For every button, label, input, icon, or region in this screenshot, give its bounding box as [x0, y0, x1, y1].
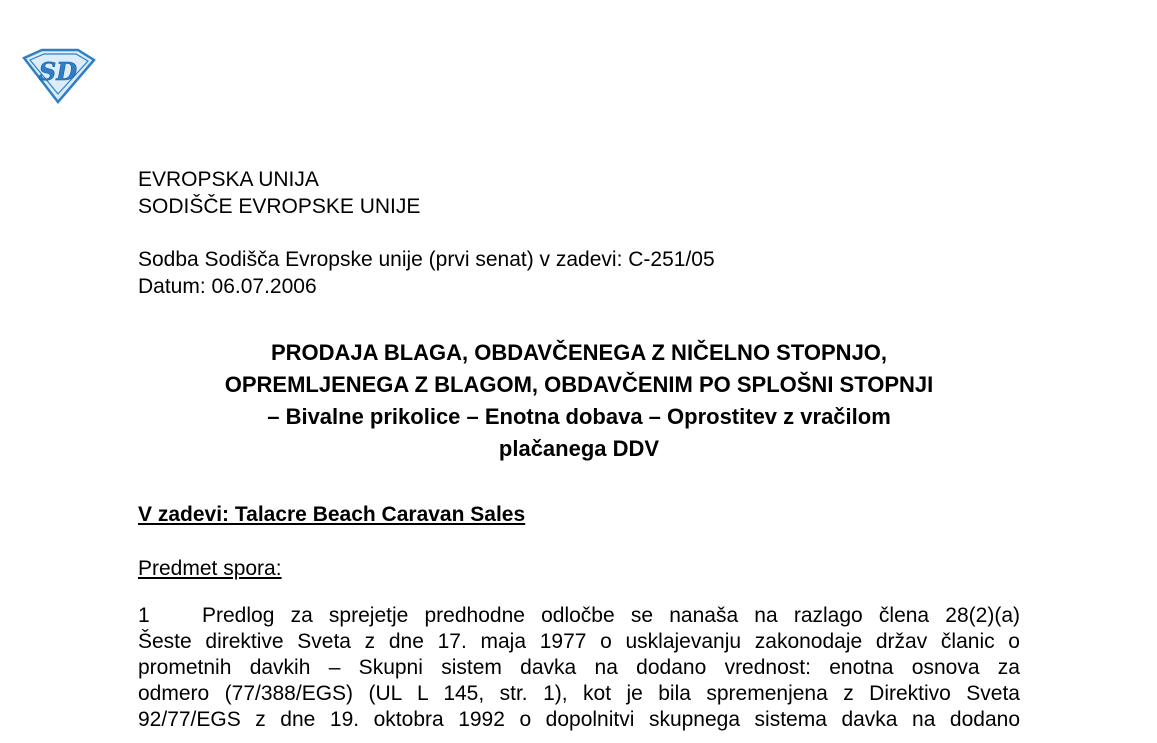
case-subject: V zadevi: Talacre Beach Caravan Sales [138, 503, 526, 526]
paragraph-line: prometnih davkih – Skupni sistem davka na dodano vrednost: enotna osnova za [138, 656, 1020, 679]
title-line: OPREMLJENEGA Z BLAGOM, OBDAVČENIM PO SPLOŠNI STOPNJI [224, 372, 934, 397]
logo-letters: SD [38, 57, 78, 86]
title-line: plačanega DDV [498, 436, 660, 461]
subject-block [138, 501, 1020, 528]
case-date: Datum: 06.07.2006 [138, 275, 317, 298]
paragraph-line: 92/77/EGS z dne 19. oktobra 1992 o dopolnitvi skupnega sistema davka na dodano [138, 708, 1020, 731]
court-logo [22, 48, 96, 104]
section-block [138, 555, 1020, 582]
judgment-title [138, 337, 1020, 465]
paragraph-line: 1 Predlog za sprejetje predhodne odločbe se nanaša na razlago člena 28(2)(a) [138, 604, 1020, 627]
header-line-union: EVROPSKA UNIJA [138, 168, 319, 191]
case-reference: Sodba Sodišča Evropske unije (prvi senat) v zadevi: C-251/05 [138, 248, 715, 271]
paragraph-line: Šeste direktive Sveta z dne 17. maja 1977 o usklajevanju zakonodaje držav članic o [138, 630, 1020, 653]
paragraph-number: 1 [138, 604, 150, 627]
title-line: PRODAJA BLAGA, OBDAVČENEGA Z NIČELNO STOPNJO, [270, 340, 888, 365]
title-line: – Bivalne prikolice – Enotna dobava – Oprostitev z vračilom [267, 404, 891, 429]
header-line-court: SODIŠČE EVROPSKE UNIJE [138, 195, 421, 218]
section-heading: Predmet spora: [138, 557, 282, 580]
court-header [138, 166, 1020, 220]
paragraph-1 [138, 603, 1020, 733]
paragraph-line: odmero (77/388/EGS) (UL L 145, str. 1), kot je bila spremenjena z Direktivo Sveta [138, 682, 1020, 705]
case-info [138, 246, 1020, 300]
